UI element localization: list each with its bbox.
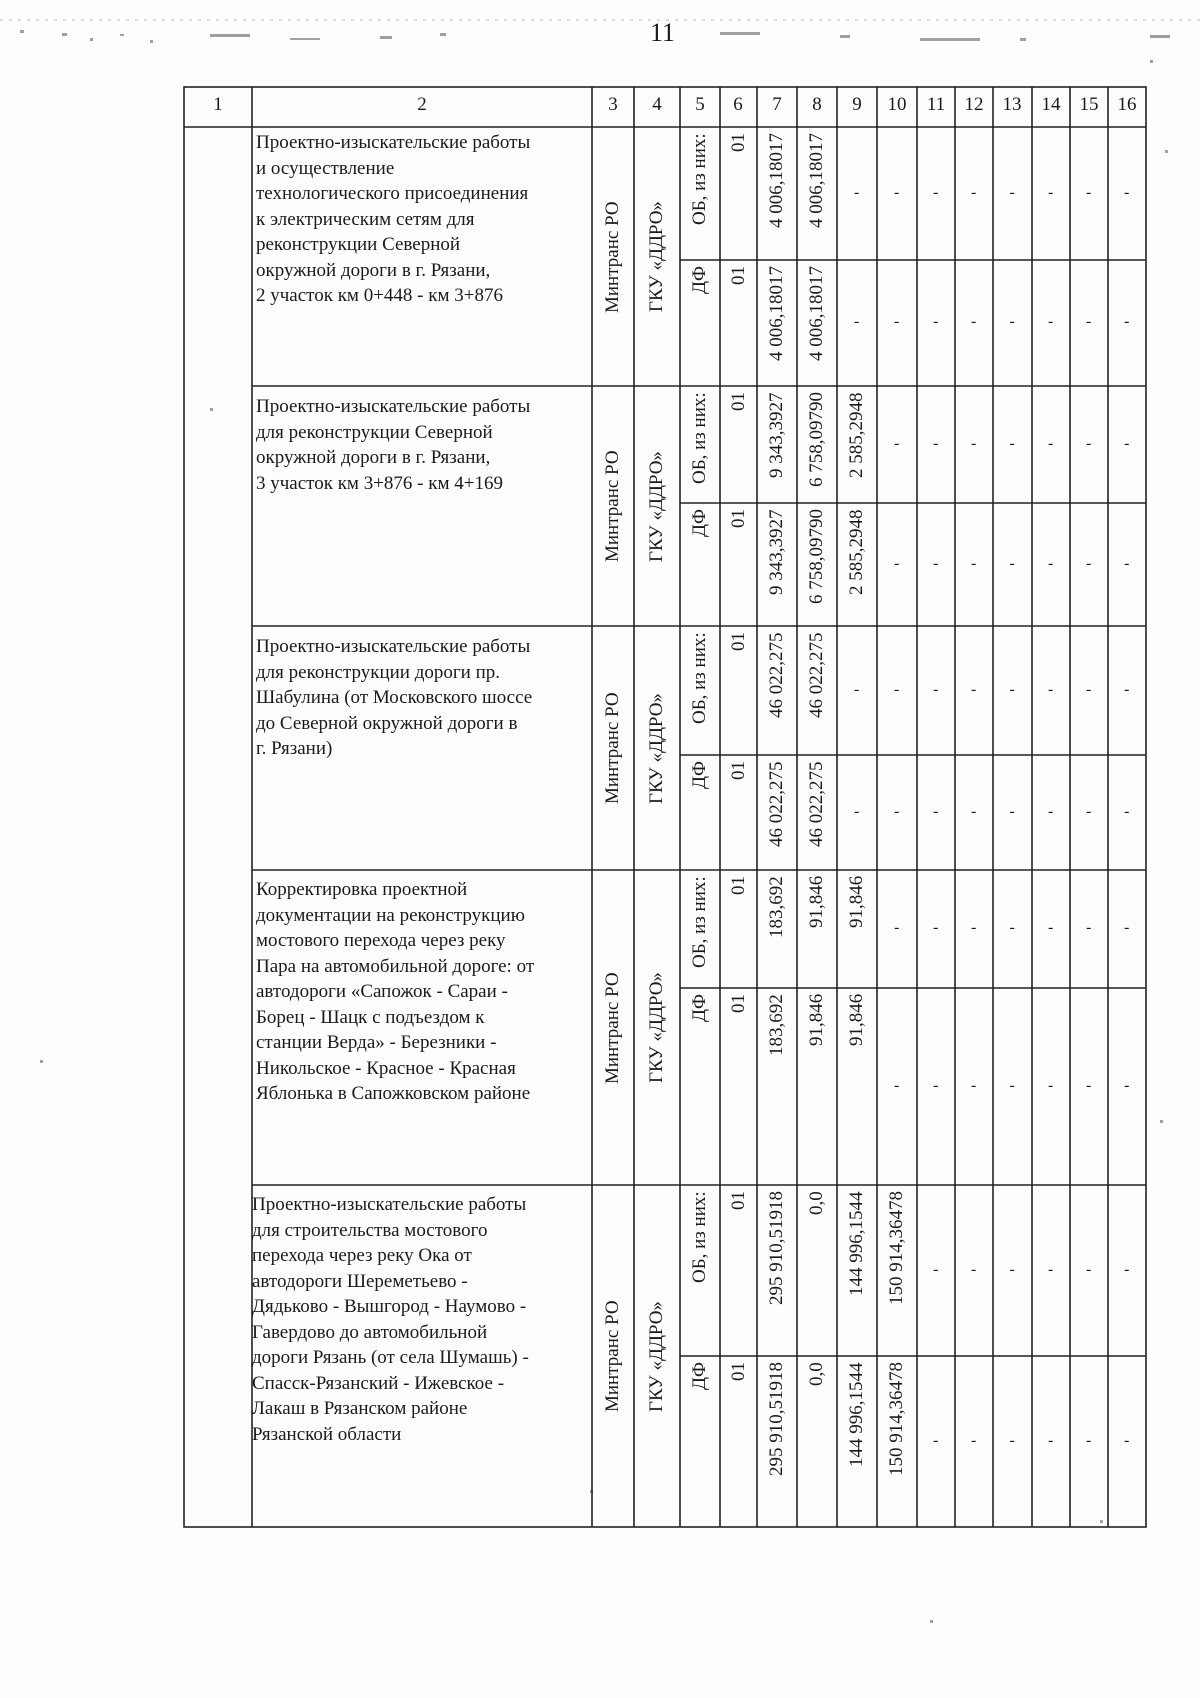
code-value: 01 (727, 266, 749, 285)
code-value: 01 (727, 994, 749, 1013)
column-header-9: 9 (852, 94, 862, 115)
dash-cell: - (971, 802, 977, 820)
dash-cell: - (971, 1076, 977, 1094)
dash-cell: - (971, 313, 977, 330)
column-header-7: 7 (772, 94, 782, 115)
dash-cell: - (1124, 554, 1130, 572)
ministry-label: Минтранс РО (602, 1300, 623, 1412)
dash-cell: - (971, 434, 977, 452)
code-value: 01 (727, 133, 749, 152)
executor-label: ГКУ «ДДРО» (646, 201, 667, 312)
amount-col-9: 91,846 (846, 875, 867, 928)
amount-col-10: 150 914,36478 (886, 1362, 907, 1476)
dash-cell: - (933, 313, 939, 330)
dash-cell: - (1086, 1431, 1092, 1449)
dash-cell: - (971, 1431, 977, 1449)
dash-cell: - (1048, 1260, 1054, 1278)
amount-col-7: 295 910,51918 (766, 1191, 787, 1305)
dash-col-10: - (894, 802, 900, 820)
amount-col-9: 91,846 (846, 993, 867, 1046)
dash-cell: - (971, 554, 977, 572)
dash-cell: - (1048, 802, 1054, 820)
column-header-14: 14 (1041, 94, 1061, 115)
executor-label: ГКУ «ДДРО» (646, 1300, 667, 1412)
amount-col-7: 9 343,3927 (766, 392, 787, 478)
dash-cell: - (971, 1260, 977, 1278)
column-header-12: 12 (964, 94, 984, 115)
dash-cell: - (1086, 183, 1092, 201)
dash-col-9: - (854, 802, 860, 820)
amount-col-10: 150 914,36478 (886, 1191, 907, 1305)
column-header-13: 13 (1002, 94, 1022, 115)
code-value: 01 (727, 632, 749, 651)
dash-cell: - (1086, 680, 1092, 698)
column-header-8: 8 (812, 94, 822, 115)
dash-cell: - (1124, 1076, 1130, 1094)
dash-cell: - (1086, 802, 1092, 820)
dash-cell: - (1009, 680, 1015, 698)
funding-source: ОБ, из них: (689, 1191, 710, 1283)
executor-label: ГКУ «ДДРО» (646, 972, 667, 1083)
dash-cell: - (933, 183, 939, 201)
dash-cell: - (1124, 802, 1130, 820)
dash-cell: - (933, 680, 939, 698)
column-header-4: 4 (652, 94, 662, 115)
dash-col-10: - (894, 183, 900, 201)
column-header-15: 15 (1079, 94, 1099, 115)
row-5-description: Проектно-изыскательские работы для строительства мостового перехода через реку Ока от автодороги Шереметьево - Дядьково - Вышгород - Наумово - Гавердово до автомобильной дороги Рязань (от села Шумашь) - Спасск-Рязанский - Ижевское - Лакаш в Рязанском районе Рязанской области (252, 1194, 529, 1445)
column-header-3: 3 (608, 94, 618, 115)
code-value: 01 (727, 392, 749, 411)
amount-col-7: 46 022,275 (766, 761, 787, 847)
funding-source: ДФ (689, 994, 710, 1022)
amount-col-8: 6 758,09790 (806, 509, 827, 604)
page-number: 11 (650, 18, 676, 47)
dash-cell: - (1048, 680, 1054, 698)
dash-col-10: - (894, 919, 900, 936)
dash-col-10: - (894, 680, 900, 698)
ministry-label: Минтранс РО (602, 450, 623, 562)
dash-cell: - (1048, 1076, 1054, 1094)
amount-col-8: 4 006,18017 (806, 266, 827, 361)
amount-col-8: 0,0 (806, 1191, 827, 1215)
funding-source: ДФ (689, 266, 710, 294)
dash-cell: - (1048, 434, 1054, 452)
funding-source: ДФ (689, 761, 710, 789)
dash-cell: - (1009, 802, 1015, 820)
ministry-label: Минтранс РО (602, 692, 623, 804)
dash-cell: - (1048, 1431, 1054, 1449)
dash-cell: - (1048, 919, 1054, 936)
amount-col-9: 144 996,1544 (846, 1362, 867, 1467)
column-header-5: 5 (695, 94, 705, 115)
dash-col-9: - (854, 183, 860, 201)
dash-cell: - (971, 183, 977, 201)
dash-col-10: - (894, 313, 900, 330)
dash-cell: - (1086, 434, 1092, 452)
dash-cell: - (1009, 1260, 1015, 1278)
amount-col-8: 46 022,275 (806, 632, 827, 718)
dash-cell: - (1124, 680, 1130, 698)
dash-cell: - (1009, 919, 1015, 936)
dash-cell: - (1124, 919, 1130, 936)
ministry-label: Минтранс РО (602, 200, 623, 313)
code-value: 01 (727, 509, 749, 528)
code-value: 01 (727, 876, 749, 895)
column-header-16: 16 (1117, 94, 1137, 115)
dash-col-10: - (894, 1076, 900, 1094)
amount-col-7: 46 022,275 (766, 632, 787, 718)
dash-cell: - (1009, 434, 1015, 452)
dash-cell: - (1086, 1076, 1092, 1094)
dash-col-10: - (894, 554, 900, 572)
row-4-description: Корректировка проектной документации на реконструкцию мостового перехода через реку Пара на автомобильной дороге: от автодороги «Сапожок - Сараи - Борец - Шацк с подъездом к станции Верда» - Березники - Никольское - Красное - Красная Яблонька в Сапожковском районе (256, 879, 535, 1104)
dash-cell: - (1124, 1260, 1130, 1278)
funding-source: ОБ, из них: (689, 392, 710, 484)
dash-cell: - (1009, 1431, 1015, 1449)
funding-source: ОБ, из них: (689, 876, 710, 968)
amount-col-7: 4 006,18017 (766, 133, 787, 228)
dash-cell: - (933, 1431, 939, 1449)
dash-cell: - (933, 554, 939, 572)
code-value: 01 (727, 1362, 749, 1381)
amount-col-7: 9 343,3927 (766, 509, 787, 595)
amount-col-7: 183,692 (766, 994, 787, 1056)
dash-cell: - (1124, 1431, 1130, 1449)
column-header-1: 1 (213, 94, 223, 115)
column-header-2: 2 (417, 94, 427, 115)
row-3-description: Проектно-изыскательские работы для реконструкции дороги пр. Шабулина (от Московского шоссе до Северной окружной дороги в г. Рязани) (256, 636, 533, 759)
amount-col-7: 183,692 (766, 876, 787, 938)
dash-cell: - (1086, 313, 1092, 330)
code-value: 01 (727, 761, 749, 780)
dash-col-9: - (854, 680, 860, 698)
amount-col-8: 91,846 (806, 875, 827, 928)
amount-col-9: 2 585,2948 (846, 392, 867, 478)
dash-cell: - (1009, 554, 1015, 572)
dash-cell: - (1009, 1076, 1015, 1094)
amount-col-7: 4 006,18017 (766, 266, 787, 361)
amount-col-9: 144 996,1544 (846, 1191, 867, 1296)
dash-col-9: - (854, 313, 860, 330)
amount-col-8: 6 758,09790 (806, 392, 827, 487)
executor-label: ГКУ «ДДРО» (646, 450, 667, 562)
amount-col-8: 4 006,18017 (806, 133, 827, 228)
funding-source: ДФ (689, 1362, 710, 1390)
amount-col-8: 46 022,275 (806, 761, 827, 847)
row-1-description: Проектно-изыскательские работы и осуществление технологического присоединения к электрическим сетям для реконструкции Северной окружной дороги в г. Рязани, 2 участок км 0+448 - км 3+876 (256, 132, 531, 306)
ministry-label: Минтранс РО (602, 971, 623, 1084)
dash-cell: - (933, 1260, 939, 1278)
dash-cell: - (933, 1076, 939, 1094)
dash-cell: - (1009, 183, 1015, 201)
dash-cell: - (933, 802, 939, 820)
dash-cell: - (933, 919, 939, 936)
dash-cell: - (1124, 313, 1130, 330)
amount-col-8: 0,0 (806, 1362, 827, 1386)
dash-col-10: - (894, 434, 900, 452)
dash-cell: - (1048, 554, 1054, 572)
column-header-6: 6 (733, 94, 743, 115)
dash-cell: - (1009, 313, 1015, 330)
amount-col-9: 2 585,2948 (846, 509, 867, 595)
dash-cell: - (1124, 434, 1130, 452)
amount-col-7: 295 910,51918 (766, 1362, 787, 1476)
code-value: 01 (727, 1191, 749, 1210)
amount-col-8: 91,846 (806, 993, 827, 1046)
column-header-11: 11 (926, 94, 946, 115)
funding-source: ДФ (689, 509, 710, 537)
dash-cell: - (971, 919, 977, 936)
dash-cell: - (1048, 313, 1054, 330)
executor-label: ГКУ «ДДРО» (646, 692, 667, 804)
dash-cell: - (1086, 1260, 1092, 1278)
dash-cell: - (1086, 554, 1092, 572)
column-header-10: 10 (887, 94, 907, 115)
row-2-description: Проектно-изыскательские работы для реконструкции Северной окружной дороги в г. Рязани, 3 участок км 3+876 - км 4+169 (256, 396, 531, 494)
dash-cell: - (971, 680, 977, 698)
dash-cell: - (1048, 183, 1054, 201)
funding-source: ОБ, из них: (689, 133, 710, 225)
funding-source: ОБ, из них: (689, 632, 710, 724)
dash-cell: - (1086, 919, 1092, 936)
dash-cell: - (933, 434, 939, 452)
dash-cell: - (1124, 183, 1130, 201)
